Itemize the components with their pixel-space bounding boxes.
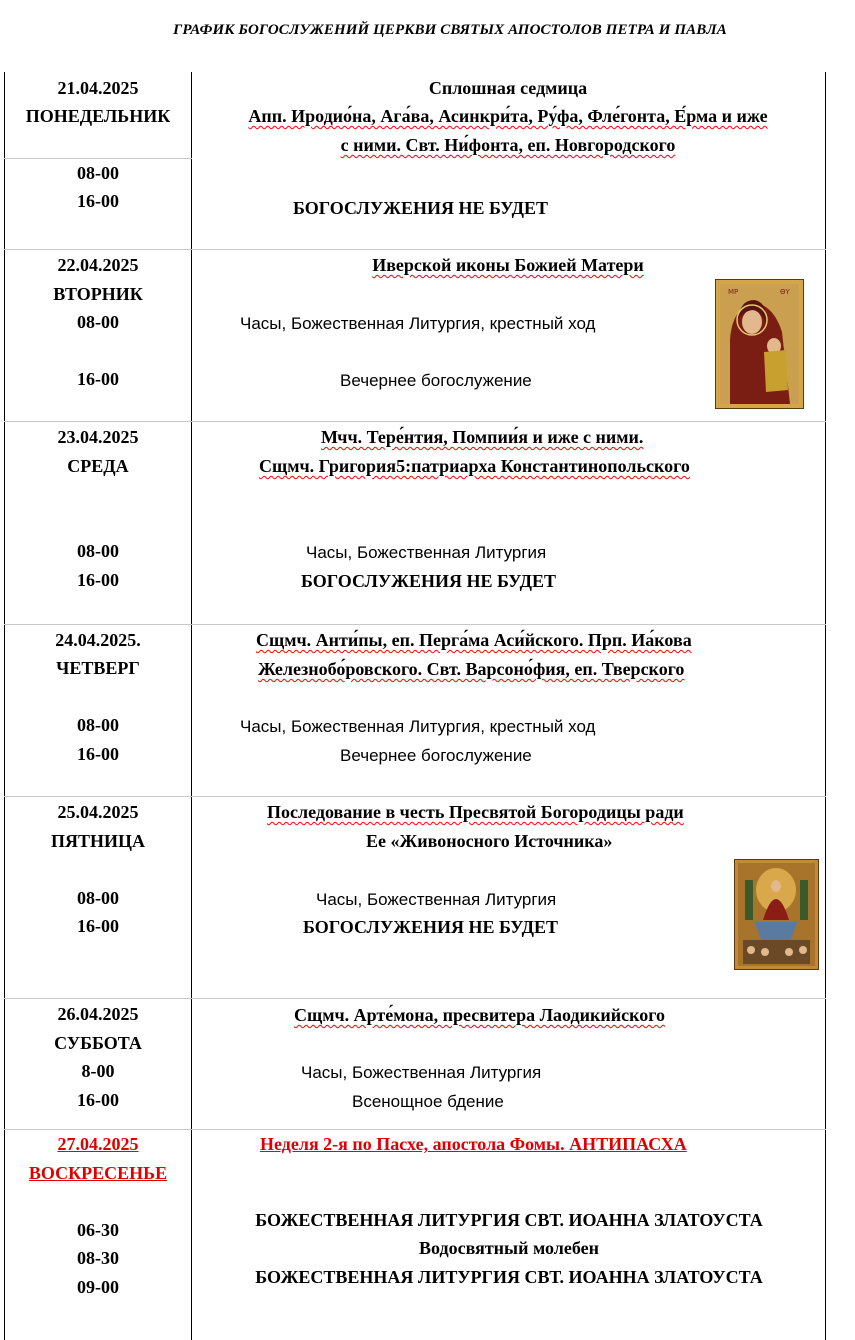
service-description: Часы, Божественная Литургия	[306, 543, 547, 562]
row-separator	[4, 421, 826, 422]
service-time: 06-30	[77, 1220, 119, 1240]
service-time: 09-00	[77, 1277, 119, 1297]
feast-line: Сщмч. Григория5:патриарха Константинопольского	[259, 456, 690, 476]
service-time: 16-00	[77, 916, 119, 936]
feast-line: Неделя 2-я по Пасхе, апостола Фомы. АНТИПАСХА	[260, 1134, 687, 1154]
feast-line: Ее «Живоносного Источника»	[366, 831, 613, 851]
service-time: 16-00	[77, 1090, 119, 1110]
feast-line: Сщмч. Анти́пы, еп. Перга́ма Аси́йского. Прп. Иа́кова	[256, 630, 692, 650]
service-description: Часы, Божественная Литургия, крестный ход	[240, 717, 596, 736]
row-separator	[4, 624, 826, 625]
row-separator	[4, 998, 826, 999]
feast-line: с ними. Свт. Ни́фонта, еп. Новгородского	[340, 135, 676, 155]
service-description: Вечернее богослужение	[340, 746, 532, 765]
service-time: 08-00	[77, 888, 119, 908]
service-time: 8-00	[81, 1061, 115, 1081]
day-weekday: ЧЕТВЕРГ	[56, 658, 140, 678]
service-description: Вечернее богослужение	[340, 371, 532, 390]
day-date: 21.04.2025	[57, 78, 139, 98]
service-time: 08-00	[77, 163, 119, 183]
day-date: 24.04.2025.	[55, 630, 141, 650]
svg-text:ΜΡ: ΜΡ	[728, 288, 739, 296]
day-date: 27.04.2025	[57, 1134, 139, 1154]
feast-line: Апп. Иродио́на, Ага́ва, Асинкри́та, Ру́фа, Фле́гонта, Е́рма и иже	[248, 106, 768, 126]
day-weekday: ВТОРНИК	[53, 284, 143, 304]
service-description: Водосвятный молебен	[419, 1238, 599, 1258]
feast-line: Железнобо́ровского. Свт. Варсоно́фия, еп. Тверского	[258, 659, 685, 679]
iveron-theotokos-icon	[715, 279, 804, 409]
service-time: 08-30	[77, 1248, 119, 1268]
life-giving-spring-icon	[734, 859, 819, 970]
service-description: Часы, Божественная Литургия	[316, 890, 557, 909]
service-cancelled: БОГОСЛУЖЕНИЯ НЕ БУДЕТ	[293, 198, 549, 218]
row-separator	[4, 796, 826, 797]
feast-line: Последование в честь Пресвятой Богородицы ради	[267, 802, 684, 822]
page-title: ГРАФИК БОГОСЛУЖЕНИЙ ЦЕРКВИ СВЯТЫХ АПОСТОЛОВ ПЕТРА И ПАВЛА	[173, 22, 727, 38]
day-date: 25.04.2025	[57, 802, 139, 822]
service-description: Всенощное бдение	[352, 1092, 504, 1111]
service-cancelled: БОГОСЛУЖЕНИЯ НЕ БУДЕТ	[303, 917, 559, 937]
service-cancelled: БОГОСЛУЖЕНИЯ НЕ БУДЕТ	[301, 571, 557, 591]
service-description: Часы, Божественная Литургия, крестный ход	[240, 314, 596, 333]
row-separator	[4, 249, 826, 250]
service-description: Часы, Божественная Литургия	[301, 1063, 542, 1082]
feast-line: Сплошная седмица	[428, 78, 588, 98]
feast-line: Сщмч. Арте́мона, пресвитера Лаодикийского	[294, 1005, 665, 1025]
service-time: 16-00	[77, 191, 119, 211]
service-description: БОЖЕСТВЕННАЯ ЛИТУРГИЯ СВТ. ИОАННА ЗЛАТОУСТА	[255, 1210, 763, 1230]
table-border-right	[825, 72, 826, 1340]
feast-line: Мчч. Тере́нтия, Помпии́я и иже с ними.	[321, 427, 644, 447]
service-time: 08-00	[77, 541, 119, 561]
day-weekday: ВОСКРЕСЕНЬЕ	[28, 1163, 168, 1183]
service-time: 16-00	[77, 369, 119, 389]
feast-line: Иверской иконы Божией Матери	[372, 255, 644, 275]
service-time: 08-00	[77, 312, 119, 332]
day-date: 23.04.2025	[57, 427, 139, 447]
day-weekday: ПОНЕДЕЛЬНИК	[25, 106, 171, 126]
day-weekday: СУББОТА	[54, 1033, 142, 1053]
service-time: 16-00	[77, 744, 119, 764]
service-time: 08-00	[77, 715, 119, 735]
service-description: БОЖЕСТВЕННАЯ ЛИТУРГИЯ СВТ. ИОАННА ЗЛАТОУСТА	[255, 1267, 763, 1287]
day-weekday: ПЯТНИЦА	[50, 831, 145, 851]
svg-text:ΘΥ: ΘΥ	[780, 288, 790, 296]
day-date: 22.04.2025	[57, 255, 139, 275]
day-date: 26.04.2025	[57, 1004, 139, 1024]
day-weekday: СРЕДА	[67, 456, 129, 476]
service-time: 16-00	[77, 570, 119, 590]
